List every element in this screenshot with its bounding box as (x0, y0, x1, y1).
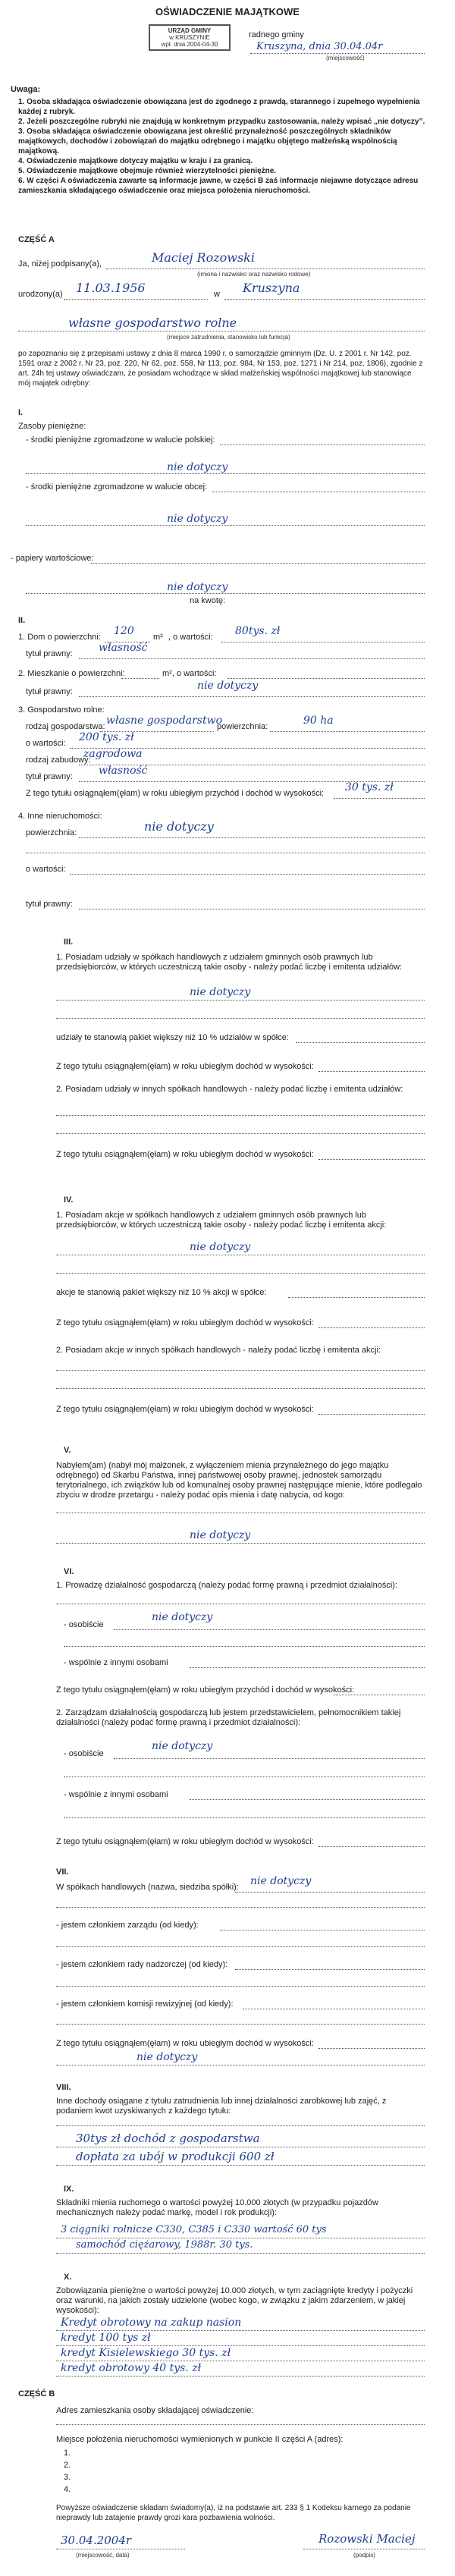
supervisory-line (235, 1969, 425, 1970)
section-vi-numeral: VI. (64, 1567, 74, 1576)
section-x-value4: kredyt obrotowy 40 tys. zł (61, 2362, 202, 2374)
part-b-item: 2. (64, 2461, 71, 2470)
manage-joint-label: - wspólnie z innymi osobami (64, 1790, 168, 1799)
manage-label: 2. Zarządzam działalnością gospodarczą lub jestem przedstawicielem, pełnomocnikiem takiej działalności (należy podać formę prawną i przedmiot działalności): (56, 1708, 401, 1727)
business-joint-label: - wspólnie z innymi osobami (64, 1658, 168, 1667)
shares-text: 1. Posiadam udziały w spółkach handlowych z udziałem gminnych osób prawnych lub przedsiębiorców, w których uczestniczą takie osoby - należy podać liczbę i emitenta udziałów: (56, 953, 403, 972)
signer-label: Ja, niżej podpisany(a), (18, 259, 102, 269)
stock-other-line (56, 1370, 425, 1371)
stock-text: 1. Posiadam akcje w spółkach handlowych z udziałem gminnych osób prawnych lub przedsiębiorców, w których uczestniczą takie osoby - należy podać liczbę i emitenta akcji: (56, 1211, 387, 1230)
part-a-heading: CZĘŚĆ A (18, 235, 55, 244)
section-ix-numeral: IX. (64, 2185, 74, 2194)
uwaga-list (18, 97, 435, 196)
shares-line2 (56, 1018, 425, 1019)
uwaga-item: 4. Oświadczenie majątkowe dotyczy majątku w kraju i za granicą. (18, 157, 253, 165)
part-b-item: 4. (64, 2485, 71, 2494)
born-value: 11.03.1956 (76, 281, 146, 295)
flat-value-line (228, 678, 425, 679)
document-title: OŚWIADCZENIE MAJĄTKOWE (155, 6, 300, 17)
other-property-label: 4. Inne nieruchomości: (18, 812, 102, 821)
place-caption: (miejscowość) (326, 55, 365, 61)
uwaga-item: 6. W części A oświadczenia zawarte są informacje jawne, w części B zaś informacje niejawne dotyczące adresu zamieszkania składającego oświadczenie oraz miejsca położenia nieruchomości. (18, 177, 419, 195)
house-unit: m² (153, 633, 163, 642)
section-v-line2 (56, 1543, 425, 1544)
manage-personal-label: - osobiście (64, 1749, 104, 1758)
farm-area-value: 90 ha (303, 715, 334, 727)
part-b-property-label: Miejsce położenia nieruchomości wymienionych w punkcie II części A (adres): (56, 2435, 344, 2444)
section-iv-numeral: IV. (64, 1195, 74, 1205)
company-value: nie dotyczy (250, 1875, 312, 1887)
stamp-line1: URZĄD GMINY (168, 27, 212, 34)
workplace-caption: (miejsce zatrudnienia, stanowisko lub funkcja) (167, 334, 290, 341)
foreign-label: - środki pieniężne zgromadzone w walucie obcej: (26, 482, 208, 492)
house-area-value: 120 (114, 625, 134, 637)
section-x-numeral: X. (64, 2273, 72, 2282)
section-x-line (56, 2330, 425, 2331)
section-x-text: Zobowiązania pieniężne o wartości powyżej 10.000 złotych, w tym zaciągnięte kredyty i pożyczki oraz warunki, na jakich zostały udzielone (wobec kogo, w związku z jakim zdarzeniem, w jakiej wysokości): (56, 2286, 413, 2315)
manage-joint-line (190, 1799, 425, 1800)
stamp-line3: wpł. dnia 2004-04-30 (161, 41, 218, 48)
section-x-value1: Kredyt obrotowy na zakup nasion (61, 2317, 242, 2329)
securities-value: nie dotyczy (167, 581, 228, 593)
part-b-item: 3. (64, 2473, 71, 2482)
farm-value-value: 200 tys. zł (79, 731, 134, 743)
stock-other-text: 2. Posiadam akcje w innych spółkach handlowych - należy podać liczbę i emitenta akcji: (56, 1346, 381, 1355)
born-in-label: w (214, 290, 220, 299)
section-viii-value1: 30tys zł dochód z gospodarstwa (76, 2131, 260, 2145)
section-i-numeral: I. (18, 408, 24, 417)
audit-line2 (56, 2024, 425, 2025)
shares-value: nie dotyczy (190, 986, 251, 998)
part-b-heading: CZĘŚĆ B (18, 2389, 55, 2399)
vii-income-label: Z tego tytułu osiągnąłem(ęłam) w roku ubiegłym dochód w wysokości: (56, 2039, 314, 2048)
manage-personal-value: nie dotyczy (152, 1740, 213, 1752)
section-ix-value2: samochód ciężarowy, 1988r. 30 tys. (76, 2239, 253, 2251)
manage-income-line (318, 1846, 425, 1847)
stamp-line2: w KRUSZYNIE (169, 34, 210, 41)
authority-label: radnego gminy (249, 30, 304, 39)
footer-signature: Rozowski Maciej (318, 2532, 416, 2546)
shares-other-text: 2. Posiadam udziały w innych spółkach handlowych - należy podać liczbę i emitenta udziałów: (56, 1085, 403, 1094)
business-income-label: Z tego tytułu osiągnąłem(ęłam) w roku ubiegłym przychód i dochód w wysokości: (56, 1685, 355, 1695)
manage-joint-line2 (64, 1817, 425, 1818)
farm-income-line (334, 798, 425, 799)
pln-label: - środki pieniężne zgromadzone w walucie polskiej: (26, 435, 215, 445)
farm-area-label: powierzchnia: (217, 722, 268, 731)
place-date-line (250, 53, 425, 54)
footer-signature-caption: (podpis) (353, 2552, 375, 2559)
manage-income-label: Z tego tytułu osiągnąłem(ęłam) w roku ubiegłym dochód w wysokości: (56, 1837, 314, 1846)
company-label: W spółkach handlowych (nazwa, siedziba spółki): (56, 1883, 239, 1892)
farm-type-label: rodzaj gospodarstwa: (26, 722, 105, 731)
section-v-numeral: V. (64, 1446, 71, 1455)
registry-stamp (149, 24, 231, 51)
shares-over10-label: udziały te stanowią pakiet większy niż 10 % udziałów w spółce: (56, 1033, 289, 1042)
other-area-line (79, 837, 425, 838)
section-viii-line (56, 2125, 425, 2126)
uwaga-item: 1. Osoba składająca oświadczenie obowiązana jest do zgodnego z prawdą, starannego i zupełnego wypełnienia każdej z rubryk. (18, 98, 420, 116)
section-x-value2: kredyt 100 tys zł (61, 2332, 151, 2344)
place-date-value: Kruszyna, dnia 30.04.04r (256, 41, 383, 52)
born-label: urodzony(a) (18, 290, 63, 299)
part-b-address-label: Adres zamieszkania osoby składającej oświadczenie: (56, 2406, 254, 2415)
business-personal-line (114, 1629, 425, 1630)
farm-build-value: zagrodowa (83, 748, 143, 760)
business-personal-label: - osobiście (64, 1620, 104, 1629)
section-ii-numeral: II. (18, 616, 26, 625)
stock-over10-line (288, 1297, 425, 1298)
footer-date-value: 30.04.2004r (61, 2534, 132, 2547)
other-area-value: nie dotyczy (144, 819, 214, 834)
other-title-label: tytuł prawny: (26, 900, 73, 909)
uwaga-item: 5. Oświadczenie majątkowe obejmuje również wierzytelności pieniężne. (18, 167, 277, 175)
section-iii-numeral: III. (64, 938, 74, 947)
shares-over10-line (296, 1042, 425, 1043)
shares-income-line (318, 1071, 425, 1072)
business-label: 1. Prowadzę działalność gospodarczą (należy podać formę prawną i przedmiot działalności): (56, 1581, 398, 1590)
footer-date-caption: (miejscowość, data) (76, 2552, 130, 2559)
farm-build-label: rodzaj zabudowy: (26, 756, 91, 765)
flat-area-line (121, 678, 159, 679)
legal-statement: po zapoznaniu się z przepisami ustawy z dnia 8 marca 1990 r. o samorządzie gminnym (Dz. U. z 2001 r. Nr 142, poz. 1591 oraz z 2002 r. Nr 23, poz. 220, Nr 62, poz. 558, Nr 113, poz. 984, Nr 153, poz. 1271 i Nr 214, poz. 1806), zgodnie z art. 24h tej ustawy oświadczam, że posiadam wchodzące w skład małżeńskiej wspólności majątkowej lub stanowiące mój majątek odrębny: (18, 350, 423, 388)
savings-label: Zasoby pieniężne: (18, 422, 86, 431)
other-value-label: o wartości: (26, 865, 66, 874)
section-ix-text: Składniki mienia ruchomego o wartości powyżej 10.000 złotych (w przypadku pojazdów mechanicznych należy podać markę, model i rok produkcji): (56, 2198, 378, 2217)
shares-other-line (56, 1115, 425, 1116)
supervisory-label: - jestem członkiem rady nadzorczej (od kiedy): (56, 1960, 228, 1969)
audit-label: - jestem członkiem komisji rewizyjnej (od kiedy): (56, 2000, 234, 2009)
section-viii-text: Inne dochody osiągane z tytułu zatrudnienia lub innej działalności zarobkowej lub zajęć, z podaniem kwot uzyskiwanych z każdego tytułu: (56, 2097, 387, 2116)
company-line2 (56, 1907, 425, 1908)
shares-income2-label: Z tego tytułu osiągnąłem(ęłam) w roku ubiegłym dochód w wysokości: (56, 1150, 314, 1159)
foreign-value: nie dotyczy (167, 513, 228, 525)
securities-line (91, 563, 425, 564)
uwaga-item: 3. Osoba składająca oświadczenie obowiązana jest określić przynależność poszczególnych składników majątkowych, dochodów i zobowiązań do majątku odrębnego i majątku objętego małżeńską wspólnością majątkową. (18, 127, 397, 156)
house-title-value: własność (99, 642, 148, 654)
section-x-line2 (56, 2345, 425, 2346)
stock-income-line (318, 1327, 425, 1328)
born-in-line (224, 299, 425, 300)
stock-line2 (56, 1273, 425, 1274)
flat-title-label: tytuł prawny: (26, 687, 73, 696)
shares-other-line2 (56, 1133, 425, 1134)
pln-value-line (26, 473, 425, 474)
board-label: - jestem członkiem zarządu (od kiedy): (56, 1921, 199, 1930)
manage-personal-line2 (64, 1776, 425, 1777)
house-title-label: tytuł prawny: (26, 649, 73, 658)
supervisory-line2 (56, 1986, 425, 1987)
farm-type-value: własne gospodarstwo (106, 715, 222, 727)
part-b-address-line (56, 2424, 425, 2425)
shares-line (56, 1000, 425, 1001)
section-x-value3: kredyt Kisielewskiego 30 tys. zł (61, 2347, 231, 2359)
manage-personal-line (114, 1758, 425, 1759)
farm-value-label: o wartości: (26, 739, 66, 748)
footer-statement: Powyższe oświadczenie składam świadomy(a), iż na podstawie art. 233 § 1 Kodeksu karnego za podanie nieprawdy lub zatajenie prawdy grozi kara pozbawienia wolności. (56, 2504, 411, 2522)
farm-income-label: Z tego tytułu osiągnąłem(ęłam) w roku ubiegłym przychód i dochód w wysokości: (26, 789, 325, 798)
uwaga-heading: Uwaga: (11, 85, 41, 94)
company-line (235, 1892, 425, 1893)
stock-value: nie dotyczy (190, 1241, 251, 1253)
stock-income2-line (318, 1414, 425, 1415)
flat-label: 2. Mieszkanie o powierzchni: (18, 669, 125, 678)
vii-income-value: nie dotyczy (136, 2051, 198, 2063)
stock-income-label: Z tego tytułu osiągnąłem(ęłam) w roku ubiegłym dochód w wysokości: (56, 1318, 314, 1327)
stock-over10-label: akcje te stanowią pakiet większy niż 10 % akcji w spółce: (56, 1288, 267, 1297)
other-area-label: powierzchnia: (26, 828, 77, 837)
workplace-value: własne gospodarstwo rolne (68, 316, 237, 330)
house-value: 80tys. zł (235, 625, 281, 637)
house-title-line (79, 658, 425, 659)
stock-other-line2 (56, 1388, 425, 1389)
section-vii-numeral: VII. (56, 1868, 69, 1877)
other-value-line (70, 874, 425, 875)
farm-income-value: 30 tys. zł (345, 781, 394, 793)
born-in-value: Kruszyna (243, 281, 300, 295)
signer-value: Maciej Rozowski (152, 250, 255, 265)
business-personal-value: nie dotyczy (152, 1611, 213, 1623)
section-ix-value1: 3 ciągniki rolnicze C330, C385 i C330 wartość 60 tys (61, 2224, 327, 2235)
house-value-label: , o wartości: (168, 633, 213, 642)
flat-unit: m², o wartości: (162, 669, 217, 678)
section-viii-numeral: VIII. (56, 2083, 71, 2092)
business-personal-line2 (64, 1646, 425, 1647)
section-x-line4 (56, 2376, 425, 2377)
foreign-value-line (26, 525, 425, 526)
shares-income-label: Z tego tytułu osiągnąłem(ęłam) w roku ubiegłym dochód w wysokości: (56, 1062, 314, 1071)
pln-value: nie dotyczy (167, 461, 228, 473)
vii-income-line2 (56, 2065, 425, 2066)
farm-area-line (270, 731, 425, 732)
board-line2 (56, 1946, 425, 1947)
flat-title-value: nie dotyczy (197, 680, 259, 692)
farm-title-label: tytuł prawny: (26, 772, 73, 781)
securities-label: - papiery wartościowe: (11, 554, 94, 563)
shares-income2-line (318, 1159, 425, 1160)
section-viii-line3 (56, 2165, 425, 2166)
securities-value-line (26, 593, 425, 594)
part-b-item: 1. (64, 2449, 71, 2458)
section-ix-line2 (56, 2253, 425, 2254)
vii-income-line (318, 2048, 425, 2049)
section-v-text: Nabyłem(am) (nabył mój małżonek, z wyłączeniem mienia przynależnego do jego majątku odrębnego) od Skarbu Państwa, innej państwowej osoby prawnej, jednostek samorządu terytorialnego, ich związków lub od komunalnej osoby prawnej następujące mienie, które podlegało zbyciu w drodze przetargu - należy podać opis mienia i datę nabycia, od kogo: (56, 1461, 422, 1500)
stock-income2-label: Z tego tytułu osiągnąłem(ęłam) w roku ubiegłym dochód w wysokości: (56, 1405, 314, 1414)
business-joint-line (190, 1667, 425, 1668)
house-label: 1. Dom o powierzchni: (18, 633, 101, 642)
farm-label: 3. Gospodarstwo rolne: (18, 705, 105, 715)
section-viii-value2: dopłata za ubój w produkcji 600 zł (76, 2150, 275, 2163)
section-v-value: nie dotyczy (190, 1529, 251, 1541)
signer-caption: (imiona i nazwisko oraz nazwisko rodowe) (197, 271, 311, 278)
flat-title-line (79, 696, 425, 697)
born-line (64, 299, 208, 300)
farm-title-value: własność (99, 765, 148, 777)
amount-label: na kwotę: (190, 596, 226, 605)
uwaga-item: 2. Jeżeli poszczególne rubryki nie znajdują w konkretnym przypadku zastosowania, należy wpisać „nie dotyczy”. (18, 118, 425, 126)
